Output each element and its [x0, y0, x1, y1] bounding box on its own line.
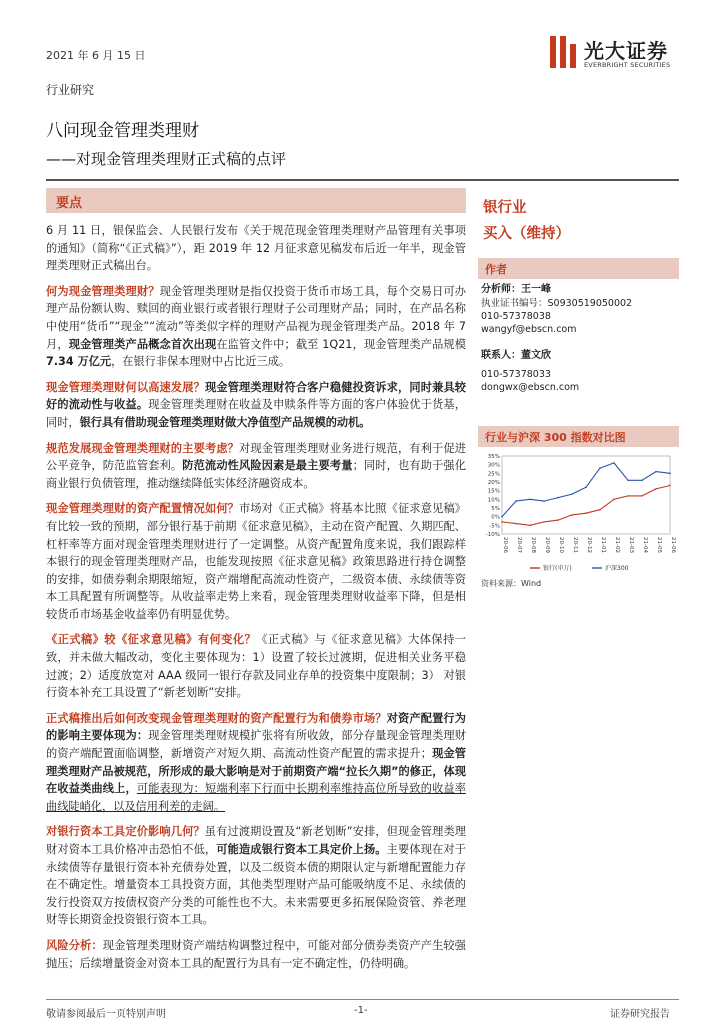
license-number: 执业证书编号：S0930519050002 — [481, 298, 633, 309]
contact-phone: 010-57378033 — [481, 369, 551, 380]
keypoints-banner — [46, 188, 466, 213]
paragraph-changes: 《正式稿》较《征求意见稿》有何变化？《正式稿》与《征求意见稿》大体保持一致，并未做大幅改动，变化主要体现为：1）设置了较长过渡期，促进相关业务平稳过渡；2）适度放宽对 AAA 级同一银行存款及同业存单的投资集中度限制；3） 对银行资本补充工具设置了“新老划断”安排。 — [46, 633, 466, 700]
x-tick-label: 21-02 — [614, 537, 620, 553]
y-tick-label: -10% — [485, 532, 500, 538]
legend-label: 沪深300 — [605, 565, 629, 572]
comparison-chart — [480, 452, 676, 577]
series-line-0 — [502, 486, 670, 526]
chart-legend — [530, 564, 629, 572]
paragraph-definition: 何为现金管理类理财？现金管理类理财是指仅投资于货币市场工具，每个交易日可办理产品份额认购、赎回的商业银行或者银行理财子公司理财产品；同时，在产品名称中使用“货币”“现金”“流动”等类似字样的理财产品视为现金管理类产品。2018 年 7 月，现金管理类产品概念首次出现在监管文件中；截至 1Q21，现金管理类产品规模 7.34 万亿元，在银行非保本理财中占比近三成。 — [46, 284, 466, 369]
x-tick-label: 20-09 — [544, 537, 550, 553]
x-tick-label: 20-11 — [572, 537, 578, 553]
paragraph-capital-tools: 对银行资本工具定价影响几何？虽有过渡期设置及“新老划断”安排，但现金管理类理财对资本工具价格冲击恐怕不低，可能造成银行资本工具定价上扬。主要体现在对于永续债等存量银行资本补充债券处置，以及二级资本债的期限认定与新增配置能力存在不确定性。增量资本工具投资方面，其他类型理财产品可能吸纳度不足、永续债的发行投资双方按债权资产分类的可能性也不大。未来需要更多拓展保险资管、养老理财等长期资金投资银行资本工具。 — [46, 825, 466, 927]
data-point — [557, 519, 559, 521]
report-date: 2021 年 6 月 15 日 — [46, 49, 146, 62]
x-axis — [502, 537, 676, 553]
data-point — [669, 473, 671, 475]
y-tick-label: 5% — [491, 506, 500, 512]
paragraph-bond-market: 正式稿推出后如何改变现金管理类理财的资产配置行为和债券市场？对资产配置行为的影响主要体现为：现金管理类理财规模扩张将有所收敛，部分存量现金管理类理财的资产端配置面临调整，新增资产对短久期、高流动性资产配置的需求提升；现金管理类理财产品被规范，所形成的最大影响是对于前期资产端“拉长久期”的修正，体现在收益类曲线上，可能表现为：短端利率下行而中长期利率维持高位所导致的收益率曲线陡峭化，以及信用利差的走阔。 — [46, 711, 466, 813]
data-point — [613, 499, 615, 501]
author-label: 作者 — [485, 263, 507, 276]
data-point — [627, 479, 629, 481]
x-tick-label: 20-12 — [586, 537, 592, 553]
analyst-email[interactable]: wangyf@ebscn.com — [481, 324, 577, 335]
y-tick-label: 30% — [487, 462, 500, 469]
data-point — [641, 495, 643, 497]
logo-text-en: EVERBRIGHT SECURITIES — [584, 61, 671, 69]
x-tick-label: 20-10 — [558, 537, 564, 553]
footer-divider — [46, 999, 679, 1000]
x-tick-label: 20-07 — [516, 537, 522, 553]
y-tick-label: 0% — [491, 514, 500, 521]
x-tick-label: 20-06 — [502, 537, 508, 553]
report-title: 八问现金管理类理财 — [46, 121, 199, 141]
data-point — [557, 497, 559, 499]
page-number: -1- — [354, 1005, 368, 1016]
data-point — [515, 523, 517, 525]
y-tick-label: 10% — [487, 497, 500, 504]
contact-email[interactable]: dongwx@ebscn.com — [481, 382, 580, 393]
x-tick-label: 21-06 — [670, 537, 676, 553]
data-point — [641, 479, 643, 481]
logo-text-cn: 光大证券 — [584, 39, 668, 63]
series-line-1 — [502, 463, 670, 517]
data-point — [543, 521, 545, 523]
logo-mark-icon — [548, 34, 578, 70]
data-point — [655, 471, 657, 473]
legend-label: 银行(申万) — [543, 565, 572, 572]
footer-report-type: 证券研究报告 — [610, 1009, 670, 1020]
contact-name: 联系人：董文欣 — [481, 350, 551, 361]
data-point — [599, 467, 601, 469]
x-tick-label: 21-03 — [628, 537, 634, 553]
chart-source: 资料来源：Wind — [481, 579, 542, 588]
x-tick-label: 21-01 — [600, 537, 606, 553]
data-point — [599, 509, 601, 511]
paragraph-risk: 风险分析：现金管理类理财资产端结构调整过程中，可能对部分债券类资产产生较强抛压；后续增量资金对资本工具的配置行为具有一定不确定性，仍待明确。 — [46, 938, 466, 970]
main-body — [46, 222, 466, 980]
y-tick-label: 20% — [487, 480, 500, 486]
data-point — [571, 493, 573, 495]
data-point — [501, 516, 503, 518]
data-point — [529, 525, 531, 527]
data-point — [585, 486, 587, 488]
header-divider — [46, 179, 679, 181]
brand-logo — [548, 34, 688, 74]
analyst-name: 分析师：王一峰 — [481, 284, 551, 295]
paragraph-regulation: 规范发展现金管理类理财的主要考虑？对现金管理类理财业务进行规范，有利于促进公平竞争，防范监管套利。防范流动性风险因素是最主要考量；同时，也有助于强化商业银行负债管理，推动继续降低实体经济融资成本。 — [46, 441, 466, 490]
data-point — [571, 514, 573, 516]
chart-title: 行业与沪深 300 指数对比图 — [485, 431, 626, 444]
footer-disclaimer: 敬请参阅最后一页特别声明 — [46, 1009, 166, 1020]
data-point — [627, 495, 629, 497]
y-tick-label: 25% — [487, 471, 500, 478]
keypoints-label: 要点 — [56, 196, 83, 211]
data-point — [543, 500, 545, 502]
sector-name: 银行业 — [483, 200, 527, 216]
data-point — [669, 485, 671, 487]
paragraph-growth: 现金管理类理财何以高速发展？现金管理类理财符合客户稳健投资诉求，同时兼具较好的流动性与收益。现金管理类理财在收益及申赎条件等方面的客户体验优于货基，同时，银行具有借助现金管理类理财做大净值型产品规模的动机。 — [46, 380, 466, 429]
x-tick-label: 21-04 — [642, 537, 648, 553]
data-point — [613, 462, 615, 464]
y-tick-label: 15% — [487, 488, 500, 495]
data-point — [529, 499, 531, 501]
data-point — [585, 512, 587, 514]
chart-lines — [501, 462, 671, 526]
data-point — [655, 488, 657, 490]
data-point — [501, 521, 503, 523]
analyst-phone: 010-57378038 — [481, 311, 551, 322]
y-tick-label: 35% — [487, 454, 500, 460]
rating: 买入（维持） — [483, 226, 570, 242]
paragraph-intro: 6 月 11 日，银保监会、人民银行发布《关于规范现金管理类理财产品管理有关事项的通知》（简称“《正式稿》”），距 2019 年 12 月征求意见稿发布后近一年半，现金管理类理财正式稿出台。 — [46, 224, 466, 273]
author-banner — [478, 258, 679, 279]
y-axis — [486, 454, 500, 538]
x-tick-label: 21-05 — [656, 537, 662, 553]
paragraph-allocation: 现金管理类理财的资产配置情况如何？市场对《正式稿》将基本比照《征求意见稿》有比较一致的预期，部分银行基于前期《征求意见稿》，主动在资产配置、久期匹配、杠杆率等方面对现金管理类理财进行了一定调整。从资产配置角度来说，我们跟踪样本银行的现金管理类理财产品，也能发现按照《征求意见稿》政策思路进行持仓调整的安排，如债券剩余期限缩短，资产端增配高流动性资产，二级资本债、永续债等资本工具配置有所调整等。从收益率走势上来看，现金管理类理财收益率下降，但是相较货币市场基金收益率仍有明显优势。 — [46, 502, 466, 621]
report-category: 行业研究 — [46, 83, 95, 97]
y-tick-label: -5% — [489, 523, 500, 530]
report-subtitle: ——对现金管理类理财正式稿的点评 — [46, 150, 287, 168]
data-point — [515, 500, 517, 502]
x-tick-label: 20-08 — [530, 537, 536, 553]
